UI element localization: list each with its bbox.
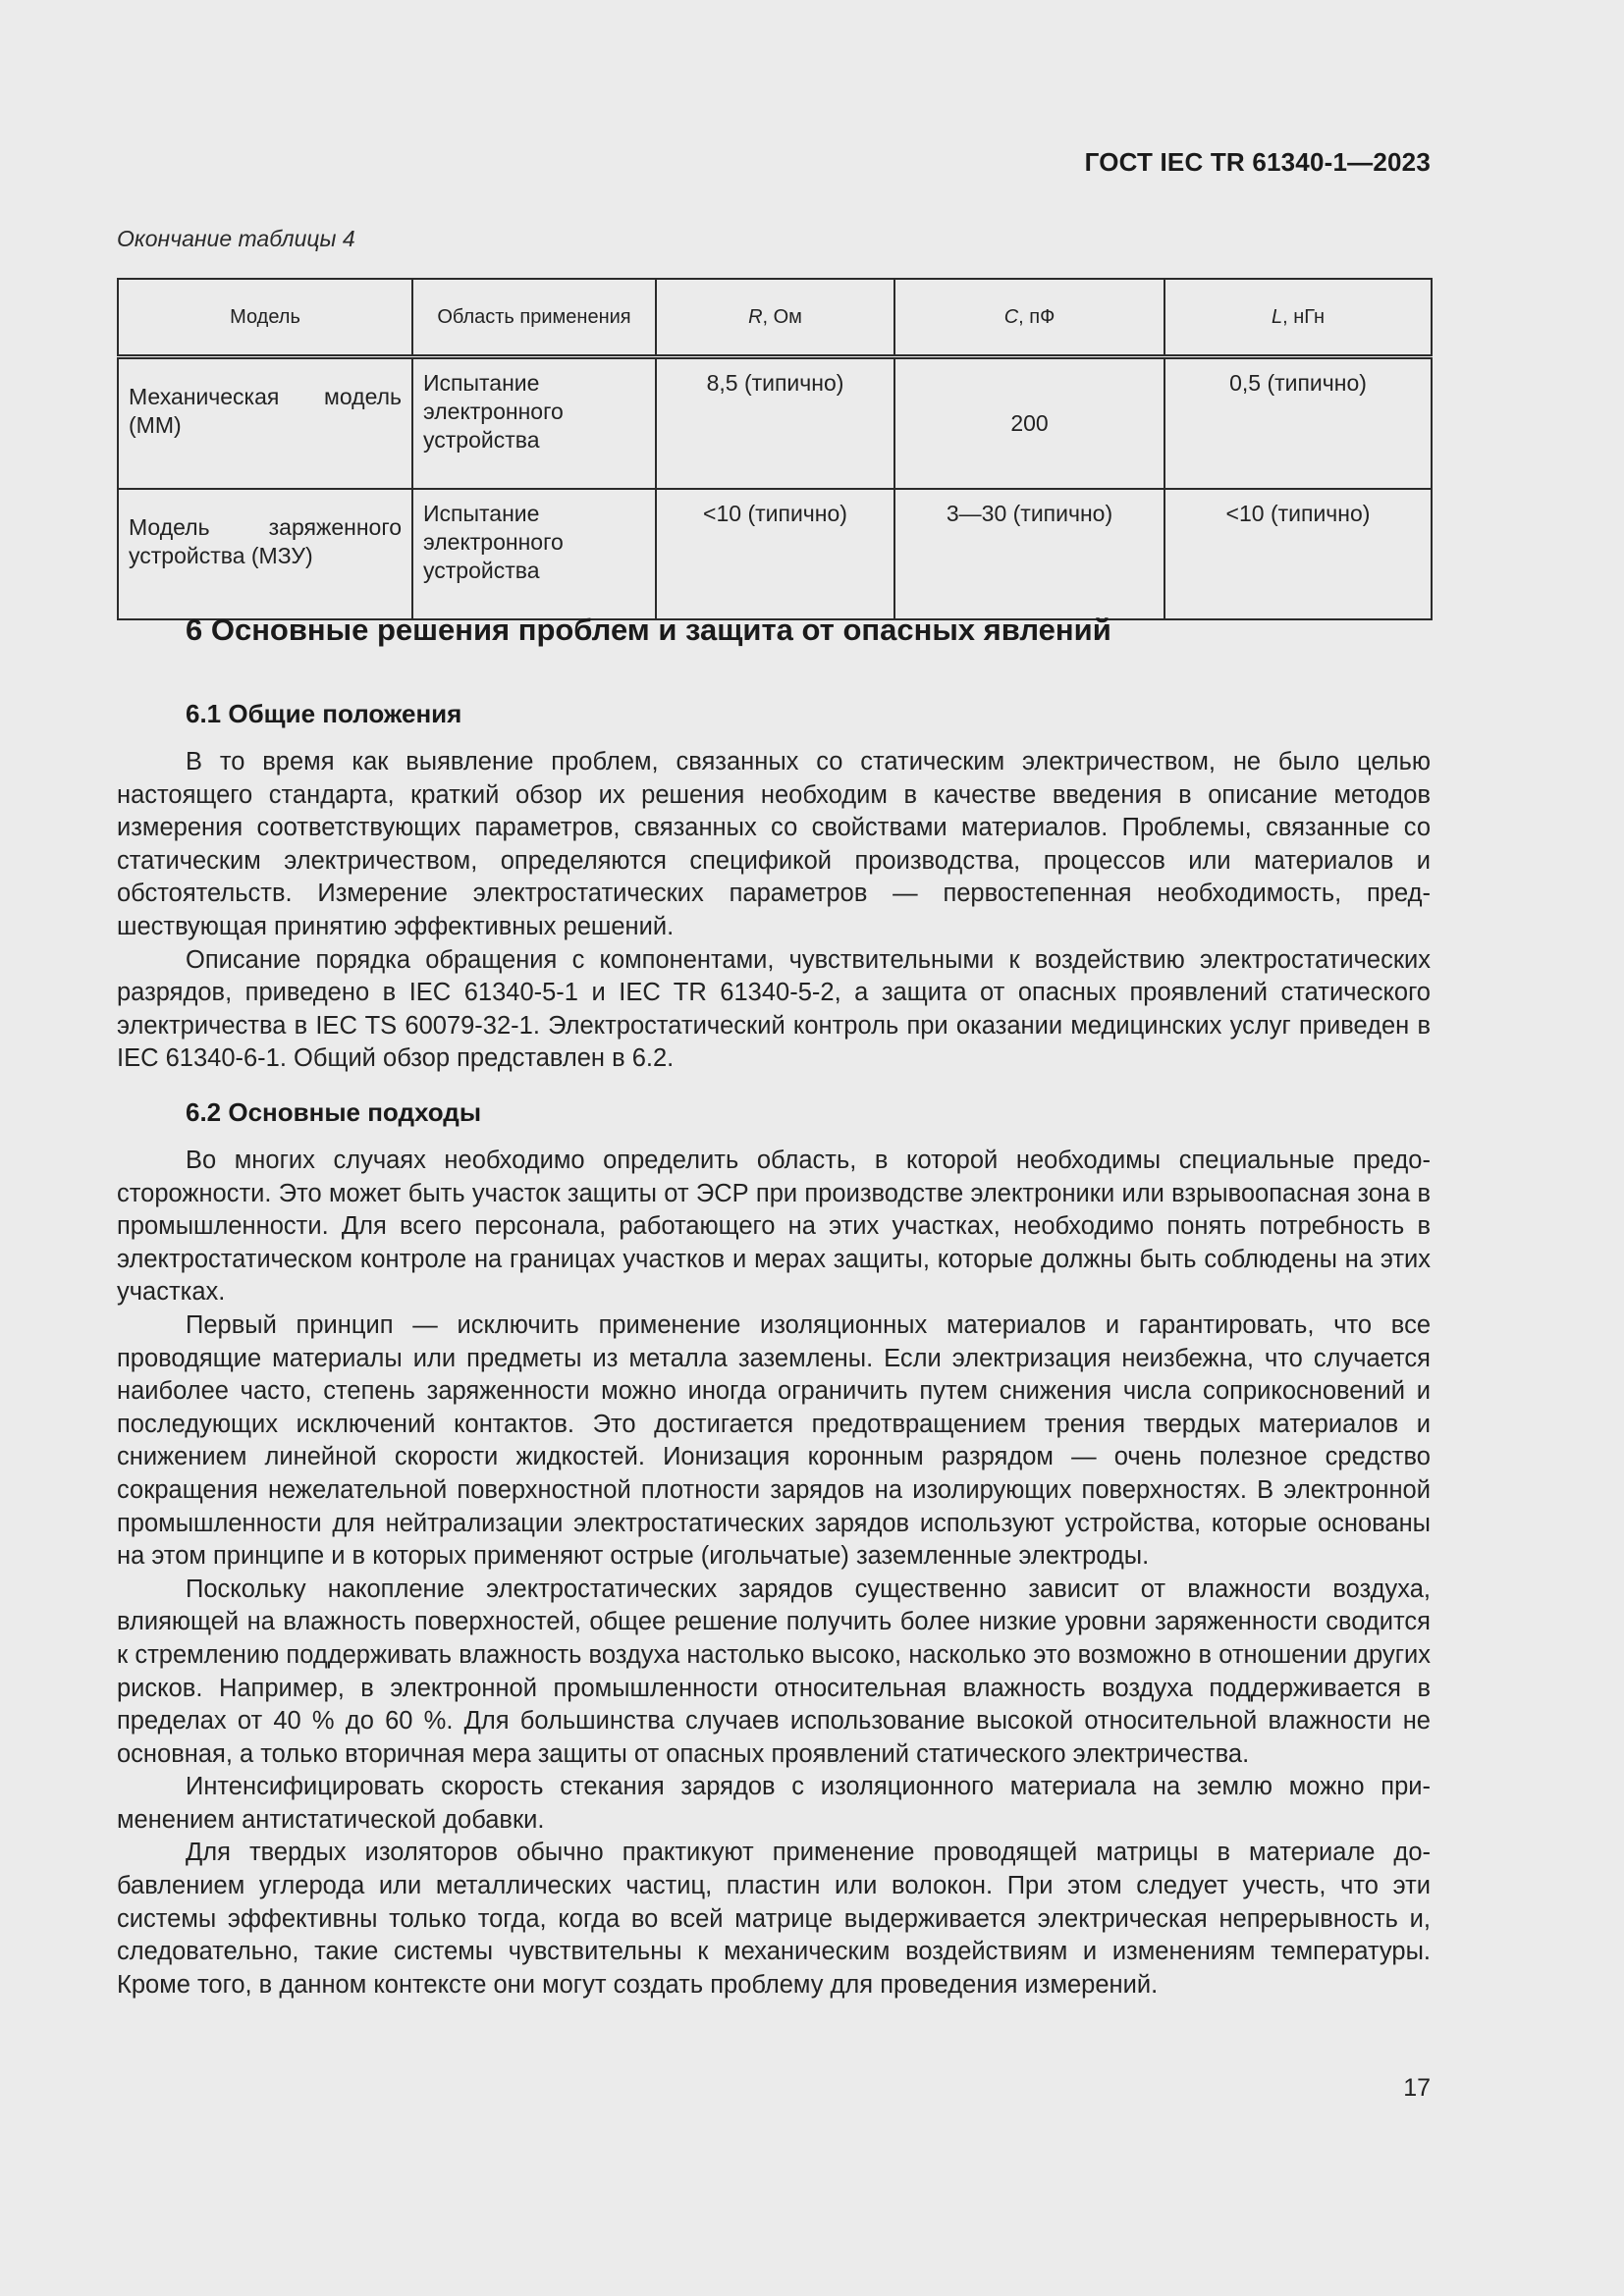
cell-inductance: <10 (типично)	[1164, 489, 1432, 619]
table-row	[118, 489, 1432, 619]
paragraph: Во многих случаях необходимо определить область, в которой необходимы специальные предосторожности. Это может быть участок защиты от ЭСР при производстве электроники или взрывоопасная зона в промышленности. Для всего персонала, работающего на этих участках, необходимо понять потребность в электростатическом контроле на границах участков и мерах защиты, которые должны быть соблюдены на этих участках.	[117, 1147, 1431, 1307]
cell-capacitance: 200	[894, 357, 1164, 490]
paragraph: Первый принцип — исключить применение изоляционных материалов и гарантировать, что все проводящие материалы или предметы из металла заземлены. Если электризация неизбежна, что случается наиболее часто, степень заряженности можно иногда ограничить путем снижения числа соприкосновений и последующих исключений контактов. Это достигается предотвращением трения твердых материалов и снижением линейной скорости жидкостей. Ионизация коронным разрядом — очень полезное средство сокращения нежелательной поверхностной плотности зарядов на изолирующих поверхностях. В электронной промышленности для нейтрализации электростатических зарядов используют устройства, которые основаны на этом принципе и в которых применяют острые (игольчатые) заземленные электроды.	[117, 1310, 1431, 1571]
paragraph: Для твердых изоляторов обычно практикуют применение проводящей матрицы в материале добавлением углерода или металлических частиц, пластин или волокон. При этом следует учесть, что эти системы эффективны только тогда, когда во всей матрице выдерживается электрическая непрерывность и, следовательно, такие системы чувствительны к механическим воздействиям и изменениям температуры. Кроме того, в данном контексте они могут создать проблему для проведения измерений.	[117, 1839, 1431, 1999]
cell-area: Испытание электронного устройства	[412, 357, 656, 490]
cell-model: Модель заряженного устройства (МЗУ)	[118, 489, 412, 619]
paragraph: Интенсифицировать скорость стекания зарядов с изоляционного материала на землю можно применением антистатической добавки.	[117, 1773, 1431, 1834]
cell-resistance: 8,5 (типично)	[656, 357, 894, 490]
header-capacitance-symbol: C	[1003, 305, 1019, 328]
header-resistance	[656, 279, 894, 357]
cell-resistance: <10 (типично)	[656, 489, 894, 619]
cell-area: Испытание электронного устройства	[412, 489, 656, 619]
table-row	[118, 357, 1432, 490]
section-6-2-title: 6.2 Основные подходы	[186, 1097, 482, 1127]
header-model: Модель	[118, 279, 412, 357]
header-inductance-symbol: L	[1271, 305, 1283, 328]
section-6-1-body	[117, 746, 1431, 1076]
header-area: Область применения	[412, 279, 656, 357]
cell-capacitance: 3—30 (типично)	[894, 489, 1164, 619]
header-resistance-unit: , Ом	[762, 305, 802, 328]
section-6-1-title: 6.1 Общие положения	[186, 699, 462, 728]
table-caption: Окончание таблицы 4	[117, 226, 355, 251]
paragraph: Описание порядка обращения с компонентами, чувствительными к воздействию электростатических разрядов, приведено в IEC 61340-5-1 и IEC TR 61340-5-2, а защита от опасных проявлений статического электричества в IEC TS 60079-32-1. Электростатический контроль при оказании медицинских услуг приведен в IEC 61340-6-1. Общий обзор представлен в 6.2.	[117, 945, 1431, 1073]
page-number: 17	[1403, 2074, 1431, 2102]
section-6-title: 6 Основные решения проблем и защита от опасных явлений	[186, 613, 1111, 647]
header-inductance	[1164, 279, 1432, 357]
cell-model: Механическая модель (ММ)	[118, 357, 412, 490]
header-resistance-symbol: R	[748, 305, 763, 328]
section-6-2-body	[117, 1145, 1431, 2002]
paragraph: Поскольку накопление электростатических зарядов существенно зависит от влажности воздуха, влияющей на влажность поверхностей, общее решение получить более низкие уровни заряженности сводится к стремлению поддерживать влажность воздуха настолько высоко, насколько это возможно в отношении других рисков. Например, в электронной промышленности относительная влажность воздуха поддерживается в пределах от 40 % до 60 %. Для большинства случаев использование высокой относительной влажности не основная, а только вторичная мера защиты от опасных проявлений статического электричества.	[117, 1575, 1431, 1768]
cell-inductance: 0,5 (типично)	[1164, 357, 1432, 490]
document-id: ГОСТ IEC TR 61340-1—2023	[1084, 147, 1431, 177]
header-capacitance	[894, 279, 1164, 357]
paragraph: В то время как выявление проблем, связанных со статическим электричеством, не было целью настоящего стандарта, краткий обзор их решения необходим в качестве введения в описание методов измерения соответствующих параметров, связанных со свойствами материалов. Проблемы, связанные со статическим электричеством, определяются спецификой производства, процессов или материалов и обстоятельств. Измерение электростатических параметров — первостепенная необходимость, предшествующая принятию эффективных решений.	[117, 748, 1431, 940]
parameters-table	[117, 278, 1433, 620]
header-capacitance-unit: , пФ	[1018, 305, 1056, 328]
header-inductance-unit: , нГн	[1282, 305, 1326, 328]
table-header-row	[118, 279, 1432, 357]
